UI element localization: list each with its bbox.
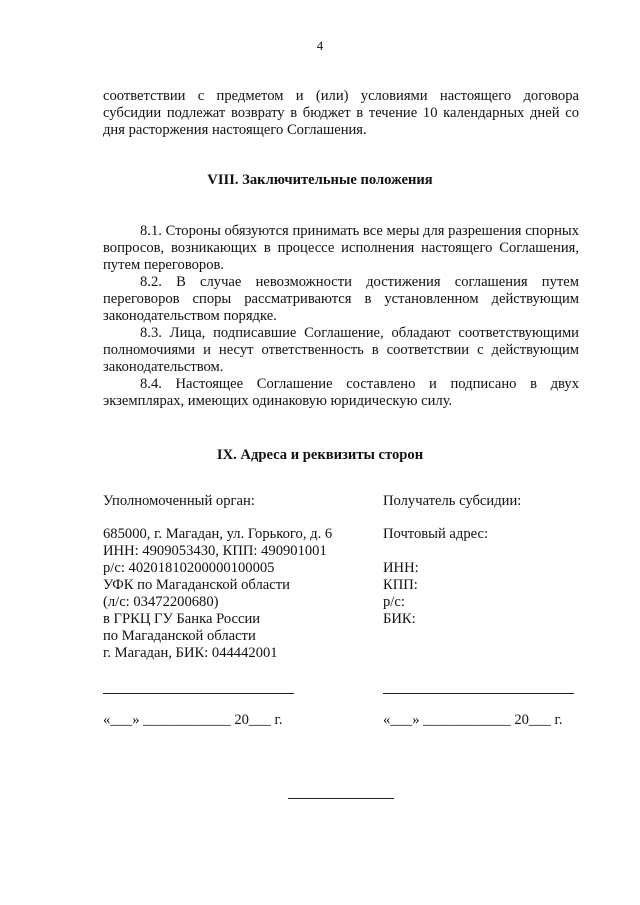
section-9-title: IX. Адреса и реквизиты сторон xyxy=(216,447,424,463)
authority-personal-account: (л/с: 03472200680) xyxy=(103,594,219,610)
section-8-title: VIII. Заключительные положения xyxy=(207,172,433,188)
recipient-inn: ИНН: xyxy=(383,560,419,576)
footer-divider xyxy=(288,798,394,799)
page-number: 4 xyxy=(316,38,324,53)
recipient-bik: БИК: xyxy=(383,611,416,627)
authority-requisites xyxy=(103,526,363,662)
recipient-account: р/с: xyxy=(383,594,405,610)
authority-inn-kpp: ИНН: 4909053430, КПП: 490901001 xyxy=(103,543,327,559)
intro-paragraph-block xyxy=(103,88,579,139)
intro-paragraph: соответствии с предметом и (или) условиями настоящего договора субсидии подлежат возврату в бюджет в течение 10 календарных дней со дня расторжения настоящего Соглашения. xyxy=(103,88,579,138)
authority-address: 685000, г. Магадан, ул. Горького, д. 6 xyxy=(103,526,333,542)
authority-date: «___» ____________ 20___ г. xyxy=(103,712,283,728)
authority-signature-line xyxy=(103,693,294,694)
authority-treasury: УФК по Магаданской области xyxy=(103,577,290,593)
authority-account: р/с: 40201810200000100005 xyxy=(103,560,275,576)
recipient-requisites xyxy=(383,560,603,628)
recipient-date: «___» ____________ 20___ г. xyxy=(383,712,563,728)
authority-bank-region: по Магаданской области xyxy=(103,628,256,644)
recipient-heading: Получатель субсидии: xyxy=(383,493,522,509)
clause-8-2: 8.2. В случае невозможности достижения соглашения путем переговоров споры рассматриваются в установленном действующим законодательством порядке. xyxy=(103,274,579,324)
recipient-postal-address: Почтовый адрес: xyxy=(383,526,489,542)
authority-bik: г. Магадан, БИК: 044442001 xyxy=(103,645,278,661)
clause-8-4: 8.4. Настоящее Соглашение составлено и подписано в двух экземплярах, имеющих одинаковую юридическую силу. xyxy=(103,376,579,409)
clause-8-1: 8.1. Стороны обязуются принимать все меры для разрешения спорных вопросов, возникающих в процессе исполнения настоящего Соглашения, путем переговоров. xyxy=(103,223,579,273)
recipient-kpp: КПП: xyxy=(383,577,418,593)
clause-8-3: 8.3. Лица, подписавшие Соглашение, обладают соответствующими полномочиями и несут ответственность в соответствии с действующим законодательством. xyxy=(103,325,579,375)
authority-heading: Уполномоченный орган: xyxy=(103,493,255,509)
section-8-body xyxy=(103,223,579,410)
recipient-signature-line xyxy=(383,693,574,694)
authority-bank: в ГРКЦ ГУ Банка России xyxy=(103,611,261,627)
